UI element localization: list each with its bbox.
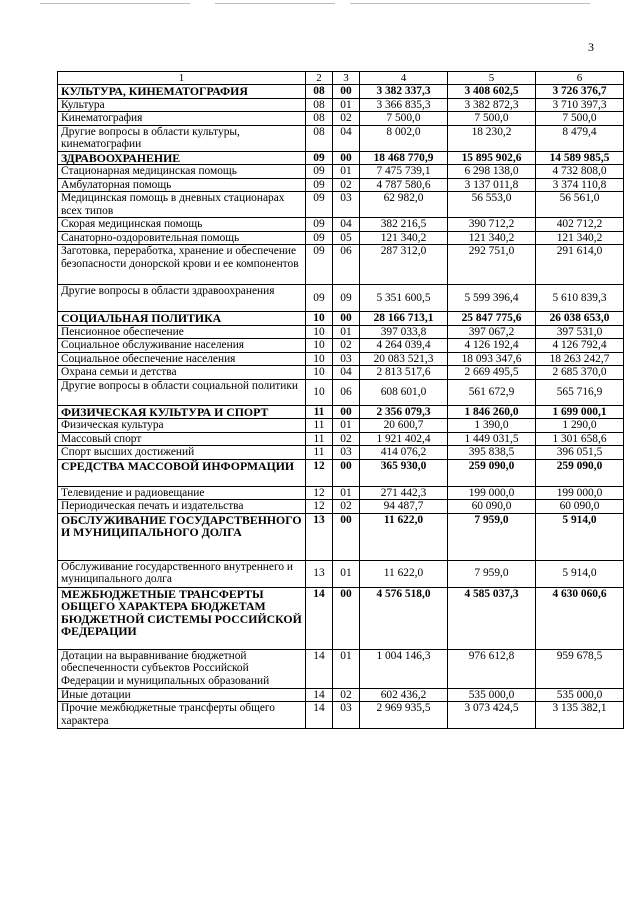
row-subsection-code: 03 xyxy=(333,702,360,729)
row-subsection-code: 02 xyxy=(333,178,360,192)
row-value-3: 1 699 000,1 xyxy=(536,405,624,419)
row-subsection-code: 00 xyxy=(333,587,360,649)
row-subsection-code: 06 xyxy=(333,379,360,405)
row-section-code: 08 xyxy=(306,98,333,112)
row-value-3: 199 000,0 xyxy=(536,486,624,500)
row-section-code: 11 xyxy=(306,432,333,446)
table-row xyxy=(58,165,624,179)
row-value-1: 2 969 935,5 xyxy=(360,702,448,729)
row-section-code: 10 xyxy=(306,379,333,405)
row-name: Стационарная медицинская помощь xyxy=(58,165,306,179)
row-value-1: 11 622,0 xyxy=(360,513,448,560)
row-name: Телевидение и радиовещание xyxy=(58,486,306,500)
row-value-1: 3 382 337,3 xyxy=(360,85,448,99)
table-row xyxy=(58,560,624,587)
row-subsection-code: 02 xyxy=(333,688,360,702)
row-value-2: 7 959,0 xyxy=(448,513,536,560)
row-value-1: 3 366 835,3 xyxy=(360,98,448,112)
table-row xyxy=(58,366,624,380)
row-value-2: 6 298 138,0 xyxy=(448,165,536,179)
row-value-3: 121 340,2 xyxy=(536,231,624,245)
row-value-3: 4 732 808,0 xyxy=(536,165,624,179)
row-section-code: 12 xyxy=(306,459,333,486)
row-value-3: 565 716,9 xyxy=(536,379,624,405)
row-value-1: 5 351 600,5 xyxy=(360,285,448,312)
table-row xyxy=(58,218,624,232)
row-subsection-code: 00 xyxy=(333,151,360,165)
scan-top-line xyxy=(40,3,190,4)
row-name: Культура xyxy=(58,98,306,112)
table-row xyxy=(58,285,624,312)
row-value-3: 397 531,0 xyxy=(536,325,624,339)
row-value-2: 3 408 602,5 xyxy=(448,85,536,99)
row-name: Заготовка, переработка, хранение и обеспечение безопасности донорской крови и ее компонентов xyxy=(58,245,306,285)
row-name: Амбулаторная помощь xyxy=(58,178,306,192)
row-section-code: 11 xyxy=(306,405,333,419)
row-value-1: 8 002,0 xyxy=(360,125,448,151)
row-value-1: 397 033,8 xyxy=(360,325,448,339)
section-row xyxy=(58,405,624,419)
row-value-3: 26 038 653,0 xyxy=(536,312,624,326)
row-section-code: 14 xyxy=(306,688,333,702)
section-row xyxy=(58,587,624,649)
table-row xyxy=(58,419,624,433)
row-subsection-code: 09 xyxy=(333,285,360,312)
row-name: Другие вопросы в области культуры, кинематографии xyxy=(58,125,306,151)
row-section-code: 10 xyxy=(306,312,333,326)
table-row xyxy=(58,245,624,285)
row-name: Периодическая печать и издательства xyxy=(58,500,306,514)
row-name: Социальное обслуживание населения xyxy=(58,339,306,353)
row-subsection-code: 02 xyxy=(333,112,360,126)
row-name: Социальное обеспечение населения xyxy=(58,352,306,366)
row-value-3: 396 051,5 xyxy=(536,446,624,460)
row-section-code: 09 xyxy=(306,245,333,285)
row-value-1: 11 622,0 xyxy=(360,560,448,587)
row-name: Кинематография xyxy=(58,112,306,126)
row-value-3: 2 685 370,0 xyxy=(536,366,624,380)
row-subsection-code: 03 xyxy=(333,446,360,460)
row-name: КУЛЬТУРА, КИНЕМАТОГРАФИЯ xyxy=(58,85,306,99)
row-section-code: 08 xyxy=(306,85,333,99)
row-subsection-code: 02 xyxy=(333,339,360,353)
table-row xyxy=(58,352,624,366)
row-value-1: 602 436,2 xyxy=(360,688,448,702)
row-value-2: 7 959,0 xyxy=(448,560,536,587)
row-name: Другие вопросы в области здравоохранения xyxy=(58,285,306,312)
row-value-3: 3 726 376,7 xyxy=(536,85,624,99)
scan-top-line xyxy=(350,3,590,4)
row-name: ЗДРАВООХРАНЕНИЕ xyxy=(58,151,306,165)
row-value-3: 3 710 397,3 xyxy=(536,98,624,112)
row-subsection-code: 00 xyxy=(333,312,360,326)
row-value-3: 8 479,4 xyxy=(536,125,624,151)
row-subsection-code: 01 xyxy=(333,649,360,688)
row-section-code: 12 xyxy=(306,486,333,500)
row-subsection-code: 01 xyxy=(333,560,360,587)
row-value-3: 60 090,0 xyxy=(536,500,624,514)
row-subsection-code: 01 xyxy=(333,419,360,433)
row-value-2: 60 090,0 xyxy=(448,500,536,514)
section-row xyxy=(58,312,624,326)
row-section-code: 10 xyxy=(306,366,333,380)
row-value-2: 15 895 902,6 xyxy=(448,151,536,165)
row-section-code: 10 xyxy=(306,325,333,339)
row-section-code: 09 xyxy=(306,178,333,192)
section-row xyxy=(58,151,624,165)
row-value-1: 287 312,0 xyxy=(360,245,448,285)
column-header: 3 xyxy=(333,72,360,85)
row-subsection-code: 01 xyxy=(333,486,360,500)
row-value-2: 56 553,0 xyxy=(448,192,536,218)
row-value-2: 121 340,2 xyxy=(448,231,536,245)
row-section-code: 14 xyxy=(306,587,333,649)
row-value-1: 28 166 713,1 xyxy=(360,312,448,326)
section-row xyxy=(58,85,624,99)
row-section-code: 09 xyxy=(306,151,333,165)
row-section-code: 09 xyxy=(306,231,333,245)
row-value-3: 1 301 658,6 xyxy=(536,432,624,446)
row-name: Санаторно-оздоровительная помощь xyxy=(58,231,306,245)
column-header: 4 xyxy=(360,72,448,85)
row-name: Другие вопросы в области социальной политики xyxy=(58,379,306,405)
row-value-3: 18 263 242,7 xyxy=(536,352,624,366)
row-value-1: 2 813 517,6 xyxy=(360,366,448,380)
table-row xyxy=(58,178,624,192)
row-value-1: 4 576 518,0 xyxy=(360,587,448,649)
row-value-1: 7 500,0 xyxy=(360,112,448,126)
row-subsection-code: 00 xyxy=(333,513,360,560)
table-row xyxy=(58,325,624,339)
scan-top-line xyxy=(215,3,335,4)
table-row xyxy=(58,486,624,500)
table-row xyxy=(58,379,624,405)
row-name: Медицинская помощь в дневных стационарах всех типов xyxy=(58,192,306,218)
row-name: Обслуживание государственного внутреннего и муниципального долга xyxy=(58,560,306,587)
row-section-code: 10 xyxy=(306,352,333,366)
row-name: Физическая культура xyxy=(58,419,306,433)
row-value-2: 259 090,0 xyxy=(448,459,536,486)
table-row xyxy=(58,339,624,353)
row-value-3: 535 000,0 xyxy=(536,688,624,702)
row-name: Спорт высших достижений xyxy=(58,446,306,460)
row-value-3: 959 678,5 xyxy=(536,649,624,688)
table-row xyxy=(58,192,624,218)
row-subsection-code: 03 xyxy=(333,352,360,366)
table-header-row xyxy=(58,72,624,85)
row-subsection-code: 00 xyxy=(333,459,360,486)
row-name: Прочие межбюджетные трансферты общего характера xyxy=(58,702,306,729)
row-value-2: 3 382 872,3 xyxy=(448,98,536,112)
page-number: 3 xyxy=(588,40,594,54)
row-section-code: 09 xyxy=(306,165,333,179)
row-value-2: 1 846 260,0 xyxy=(448,405,536,419)
row-value-2: 3 073 424,5 xyxy=(448,702,536,729)
row-subsection-code: 06 xyxy=(333,245,360,285)
row-value-1: 382 216,5 xyxy=(360,218,448,232)
row-name: Массовый спорт xyxy=(58,432,306,446)
row-value-1: 271 442,3 xyxy=(360,486,448,500)
row-subsection-code: 00 xyxy=(333,85,360,99)
row-value-3: 4 630 060,6 xyxy=(536,587,624,649)
row-value-2: 1 390,0 xyxy=(448,419,536,433)
row-subsection-code: 01 xyxy=(333,165,360,179)
row-value-2: 390 712,2 xyxy=(448,218,536,232)
row-value-2: 395 838,5 xyxy=(448,446,536,460)
row-subsection-code: 05 xyxy=(333,231,360,245)
row-name: СРЕДСТВА МАССОВОЙ ИНФОРМАЦИИ xyxy=(58,459,306,486)
row-value-2: 976 612,8 xyxy=(448,649,536,688)
column-header: 1 xyxy=(58,72,306,85)
row-value-1: 4 264 039,4 xyxy=(360,339,448,353)
table-row xyxy=(58,649,624,688)
row-section-code: 09 xyxy=(306,285,333,312)
section-row xyxy=(58,513,624,560)
row-value-3: 291 614,0 xyxy=(536,245,624,285)
row-value-1: 7 475 739,1 xyxy=(360,165,448,179)
row-value-1: 121 340,2 xyxy=(360,231,448,245)
row-name: СОЦИАЛЬНАЯ ПОЛИТИКА xyxy=(58,312,306,326)
row-section-code: 09 xyxy=(306,218,333,232)
row-subsection-code: 03 xyxy=(333,192,360,218)
budget-table xyxy=(57,71,624,729)
row-subsection-code: 04 xyxy=(333,366,360,380)
row-subsection-code: 02 xyxy=(333,432,360,446)
row-value-3: 1 290,0 xyxy=(536,419,624,433)
table-row xyxy=(58,446,624,460)
row-name: Дотации на выравнивание бюджетной обеспеченности субъектов Российской Федерации и муниципальных образований xyxy=(58,649,306,688)
column-header: 6 xyxy=(536,72,624,85)
row-value-1: 4 787 580,6 xyxy=(360,178,448,192)
row-value-2: 25 847 775,6 xyxy=(448,312,536,326)
row-name: ОБСЛУЖИВАНИЕ ГОСУДАРСТВЕННОГО И МУНИЦИПАЛЬНОГО ДОЛГА xyxy=(58,513,306,560)
row-value-2: 535 000,0 xyxy=(448,688,536,702)
row-subsection-code: 04 xyxy=(333,125,360,151)
row-name: Охрана семьи и детства xyxy=(58,366,306,380)
row-value-2: 199 000,0 xyxy=(448,486,536,500)
row-value-3: 259 090,0 xyxy=(536,459,624,486)
row-value-2: 1 449 031,5 xyxy=(448,432,536,446)
row-section-code: 11 xyxy=(306,419,333,433)
row-value-1: 20 600,7 xyxy=(360,419,448,433)
row-value-1: 1 921 402,4 xyxy=(360,432,448,446)
row-value-3: 14 589 985,5 xyxy=(536,151,624,165)
column-header: 2 xyxy=(306,72,333,85)
row-value-2: 561 672,9 xyxy=(448,379,536,405)
row-value-3: 5 610 839,3 xyxy=(536,285,624,312)
row-section-code: 14 xyxy=(306,649,333,688)
row-name: Пенсионное обеспечение xyxy=(58,325,306,339)
row-subsection-code: 01 xyxy=(333,325,360,339)
row-value-1: 365 930,0 xyxy=(360,459,448,486)
row-section-code: 08 xyxy=(306,112,333,126)
row-section-code: 11 xyxy=(306,446,333,460)
row-value-2: 18 230,2 xyxy=(448,125,536,151)
row-value-3: 402 712,2 xyxy=(536,218,624,232)
row-subsection-code: 00 xyxy=(333,405,360,419)
table-row xyxy=(58,432,624,446)
row-value-3: 4 126 792,4 xyxy=(536,339,624,353)
table-row xyxy=(58,231,624,245)
row-value-3: 5 914,0 xyxy=(536,560,624,587)
row-value-3: 56 561,0 xyxy=(536,192,624,218)
row-name: Иные дотации xyxy=(58,688,306,702)
row-value-2: 397 067,2 xyxy=(448,325,536,339)
row-value-2: 7 500,0 xyxy=(448,112,536,126)
row-section-code: 09 xyxy=(306,192,333,218)
row-value-1: 1 004 146,3 xyxy=(360,649,448,688)
row-value-1: 20 083 521,3 xyxy=(360,352,448,366)
row-value-2: 292 751,0 xyxy=(448,245,536,285)
row-value-3: 5 914,0 xyxy=(536,513,624,560)
row-value-1: 62 982,0 xyxy=(360,192,448,218)
row-value-2: 2 669 495,5 xyxy=(448,366,536,380)
row-value-2: 5 599 396,4 xyxy=(448,285,536,312)
row-name: МЕЖБЮДЖЕТНЫЕ ТРАНСФЕРТЫ ОБЩЕГО ХАРАКТЕРА БЮДЖЕТАМ БЮДЖЕТНОЙ СИСТЕМЫ РОССИЙСКОЙ ФЕДЕРАЦИИ xyxy=(58,587,306,649)
row-section-code: 08 xyxy=(306,125,333,151)
table-row xyxy=(58,98,624,112)
table-row xyxy=(58,112,624,126)
row-section-code: 14 xyxy=(306,702,333,729)
row-value-2: 4 585 037,3 xyxy=(448,587,536,649)
row-subsection-code: 04 xyxy=(333,218,360,232)
row-value-3: 7 500,0 xyxy=(536,112,624,126)
row-section-code: 12 xyxy=(306,500,333,514)
row-value-2: 4 126 192,4 xyxy=(448,339,536,353)
row-value-1: 18 468 770,9 xyxy=(360,151,448,165)
row-subsection-code: 02 xyxy=(333,500,360,514)
column-header: 5 xyxy=(448,72,536,85)
row-subsection-code: 01 xyxy=(333,98,360,112)
row-name: Скорая медицинская помощь xyxy=(58,218,306,232)
row-value-3: 3 374 110,8 xyxy=(536,178,624,192)
row-value-1: 414 076,2 xyxy=(360,446,448,460)
table-row xyxy=(58,125,624,151)
row-section-code: 13 xyxy=(306,513,333,560)
row-section-code: 10 xyxy=(306,339,333,353)
row-value-2: 18 093 347,6 xyxy=(448,352,536,366)
table-row xyxy=(58,688,624,702)
row-value-1: 94 487,7 xyxy=(360,500,448,514)
row-value-1: 2 356 079,3 xyxy=(360,405,448,419)
row-value-1: 608 601,0 xyxy=(360,379,448,405)
row-section-code: 13 xyxy=(306,560,333,587)
row-value-3: 3 135 382,1 xyxy=(536,702,624,729)
table-row xyxy=(58,500,624,514)
row-name: ФИЗИЧЕСКАЯ КУЛЬТУРА И СПОРТ xyxy=(58,405,306,419)
row-value-2: 3 137 011,8 xyxy=(448,178,536,192)
table-row xyxy=(58,702,624,729)
section-row xyxy=(58,459,624,486)
